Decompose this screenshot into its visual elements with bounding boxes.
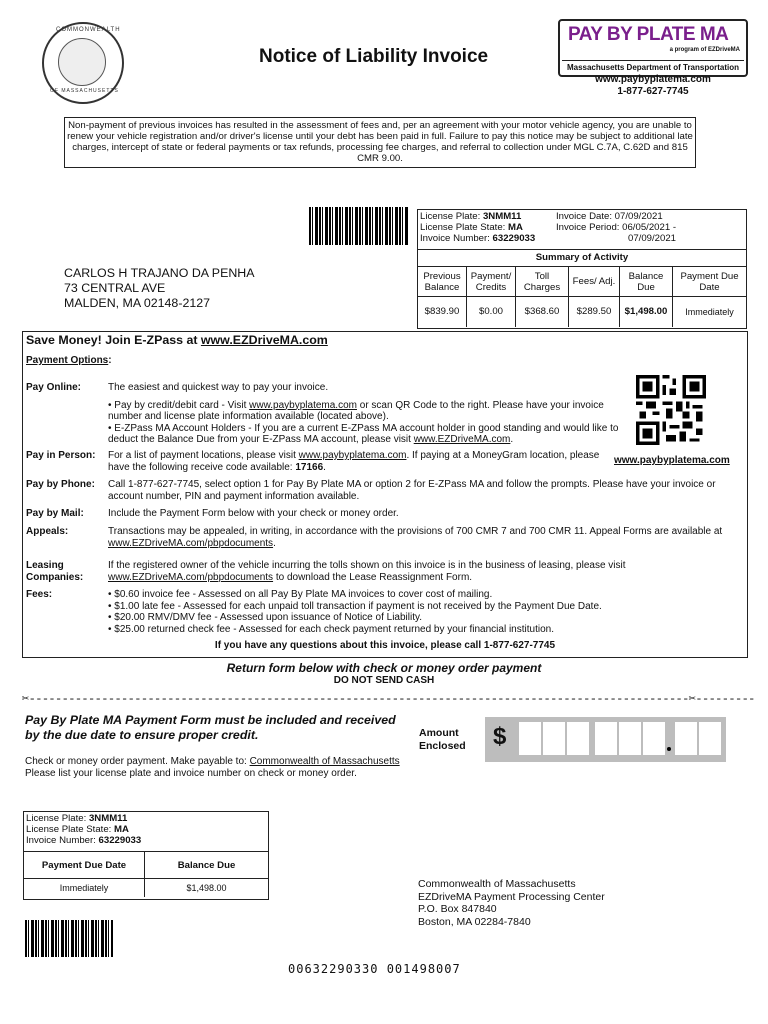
invoice-ids: [420, 211, 535, 244]
fees-list: [108, 589, 724, 635]
leasing-a: If the registered owner of the vehicle incurring the tolls shown on this invoice is in the business of leasing, please visit: [108, 560, 626, 571]
payee-link: Commonwealth of Massachusetts: [249, 756, 400, 767]
invoice-number-value: 63229033: [492, 233, 536, 244]
appeals-a: Transactions may be appealed, in writing, in accordance with the provisions of 700 CMR 7 and 700 CMR 11. Appeal Forms are available at: [108, 526, 723, 537]
stub-number-label: Invoice Number:: [26, 835, 96, 846]
state-value: MA: [508, 222, 523, 233]
remittance-stub: [23, 811, 269, 900]
appeals-link[interactable]: www.EZDriveMA.com/pbpdocuments: [108, 537, 274, 549]
col-fees-adj: Fees/ Adj.: [569, 267, 620, 297]
fee-item-3: • $20.00 RMV/DMV fee - Assessed upon issuance of Notice of Liability.: [108, 612, 423, 623]
amount-enclosed-label: Amount Enclosed: [419, 727, 466, 752]
person-c: .: [323, 461, 326, 473]
header-contact: [560, 74, 746, 98]
val-fees-adj: $289.50: [569, 297, 620, 327]
mailing-address: [64, 266, 255, 311]
pay-in-person-text: [108, 450, 604, 473]
stub-table: [24, 851, 268, 897]
amount-digit-box[interactable]: [543, 722, 565, 755]
payment-options-label: Payment Options: [26, 355, 109, 366]
col-payment-credits: Payment/ Credits: [467, 267, 516, 297]
no-cash-note: DO NOT SEND CASH: [333, 675, 435, 686]
dollar-sign: $: [493, 723, 507, 750]
header-website[interactable]: www.paybyplatema.com: [595, 74, 711, 85]
bottom-barcode: [25, 920, 113, 957]
invoice-number-label: Invoice Number:: [420, 233, 490, 244]
check-instructions: [25, 756, 400, 780]
stub-number-value: 63229033: [98, 835, 142, 846]
col-balance-due: Balance Due: [620, 267, 673, 297]
stub-state-value: MA: [114, 824, 129, 835]
val-toll-charges: $368.60: [516, 297, 569, 327]
return-heading: Return form below with check or money order payment: [226, 661, 542, 675]
seal-emblem: [58, 38, 106, 86]
appeals-b: .: [273, 537, 276, 549]
pay-online-label: Pay Online:: [26, 382, 82, 393]
val-balance-due: $1,498.00: [620, 297, 673, 327]
appeals-label: Appeals:: [26, 526, 69, 537]
val-payment-due-date: Immediately: [685, 306, 734, 317]
header-phone: 1-877-627-7745: [617, 86, 689, 97]
promo-link[interactable]: www.EZDriveMA.com: [200, 333, 328, 347]
remit-address: [418, 878, 605, 928]
invoice-dates: [556, 211, 676, 244]
amount-digit-box[interactable]: [619, 722, 641, 755]
pay-online-text: [108, 382, 624, 446]
online-b1-a: • Pay by credit/debit card - Visit: [108, 399, 250, 411]
leasing-b: to download the Lease Reassignment Form.: [273, 571, 473, 583]
leasing-text: [108, 560, 664, 583]
invoice-info-box: [417, 209, 747, 329]
person-b: . If paying at a MoneyGram location, please have the following receive code available:: [108, 450, 600, 473]
payment-options-colon: :: [108, 355, 112, 366]
appeals-text: [108, 526, 730, 549]
amount-digit-box[interactable]: [519, 722, 541, 755]
online-b2-a: • E-ZPass MA Account Holders - If you are a current E-ZPass MA account holder in good standing and would like to deduct the Balance Due from your E-ZPass MA account, please visit: [108, 422, 619, 445]
qr-caption-link[interactable]: www.paybyplatema.com: [614, 455, 730, 466]
logo-foot-text: Massachusetts Department of Transportation: [562, 60, 744, 72]
state-label: License Plate State:: [420, 222, 506, 233]
seal-text-bottom: OF MASSACHUSETTS: [50, 88, 119, 94]
remit-line-2: EZDriveMA Payment Processing Center: [418, 890, 605, 903]
summary-title: Summary of Activity: [418, 249, 746, 266]
plate-label: License Plate:: [420, 211, 481, 222]
invoice-period-start: 06/05/2021 -: [622, 222, 677, 233]
logo-sub-text: a program of EZDriveMA: [669, 47, 740, 53]
amount-cents-box[interactable]: [699, 722, 721, 755]
leasing-label: Leasing Companies:: [26, 560, 84, 583]
pay-by-mail-label: Pay by Mail:: [26, 508, 84, 519]
amount-digit-box[interactable]: [595, 722, 617, 755]
cut-line: ✂----------------------------------------------------------------------------------------------------✂---------: [22, 692, 755, 706]
decimal-point: [667, 747, 671, 751]
online-b1-link[interactable]: www.paybyplatema.com: [249, 399, 357, 411]
val-previous-balance: $839.90: [418, 297, 467, 327]
pay-online-intro: The easiest and quickest way to pay your invoice.: [108, 382, 329, 393]
stub-state-label: License Plate State:: [26, 824, 112, 835]
stub-plate-value: 3NMM11: [88, 813, 128, 824]
ocr-scan-line: 00632290330 001498007: [288, 962, 461, 976]
address-line-3: MALDEN, MA 02148-2127: [64, 296, 211, 310]
check-a: Check or money order payment. Make payable to:: [25, 756, 250, 767]
pay-online-bullet-1: [108, 400, 624, 423]
online-b1-b: or scan QR Code to the right. Please have your invoice number and license plate information available (located above).: [108, 399, 604, 422]
plate-value: 3NMM11: [482, 211, 522, 222]
check-b: Please list your license plate and invoice number on check or money order.: [25, 768, 357, 779]
val-payment-credits: $0.00: [467, 297, 516, 327]
pay-online-bullet-2: [108, 423, 624, 446]
page-title: Notice of Liability Invoice: [259, 46, 489, 67]
invoice-date-label: Invoice Date:: [556, 211, 612, 222]
invoice-period-label: Invoice Period:: [556, 222, 620, 233]
invoice-period-end: 07/09/2021: [628, 233, 677, 244]
address-line-1: CARLOS H TRAJANO DA PENHA: [64, 266, 255, 280]
fees-label: Fees:: [26, 589, 53, 600]
qr-code-icon[interactable]: [636, 375, 706, 445]
stub-plate-label: License Plate:: [26, 813, 87, 824]
fee-item-2: • $1.00 late fee - Assessed for each unpaid toll transaction if payment is not received by the Payment Due Date.: [108, 600, 602, 612]
person-a: For a list of payment locations, please visit: [108, 450, 299, 461]
online-b2-b: .: [510, 434, 514, 445]
pay-by-plate-logo: [558, 19, 748, 77]
summary-table: [418, 266, 746, 327]
questions-line: If you have any questions about this invoice, please call 1-877-627-7745: [214, 640, 556, 651]
fee-item-1: • $0.60 invoice fee - Assessed on all Pay By Plate MA invoices to cover cost of mailing.: [108, 589, 493, 600]
person-link[interactable]: www.paybyplatema.com: [298, 450, 407, 461]
payment-form-title: Pay By Plate MA Payment Form must be included and received by the due date to ensure proper credit.: [25, 713, 396, 742]
ezpass-promo: [26, 333, 328, 347]
amount-digit-box[interactable]: [567, 722, 589, 755]
col-payment-due-date: Payment Due Date: [680, 270, 739, 293]
invoice-date-value: 07/09/2021: [614, 211, 663, 222]
promo-text: Save Money! Join E-ZPass at: [26, 333, 201, 347]
amount-enclosed-field[interactable]: [485, 717, 726, 762]
receive-code: 17166: [295, 461, 324, 473]
stub-balance-value: $1,498.00: [186, 882, 227, 893]
stub-col-balance: Balance Due: [177, 859, 236, 871]
remit-line-4: Boston, MA 02284-7840: [418, 915, 531, 928]
stub-col-due-date: Payment Due Date: [24, 852, 145, 879]
commonwealth-seal: [42, 22, 124, 104]
col-toll-charges: Toll Charges: [516, 267, 569, 297]
stub-ids: [26, 813, 141, 846]
remit-line-3: P.O. Box 847840: [418, 903, 497, 915]
pay-by-phone-label: Pay by Phone:: [26, 479, 95, 490]
fee-item-4: • $25.00 returned check fee - Assessed for each check payment returned by your financial institution.: [108, 623, 554, 635]
seal-text-top: COMMONWEALTH: [56, 27, 121, 33]
logo-main-text: PAY BY PLATE MA: [568, 24, 729, 45]
top-barcode: [309, 207, 408, 245]
remit-line-1: Commonwealth of Massachusetts: [418, 878, 576, 890]
stub-due-value: Immediately: [24, 879, 145, 897]
pay-by-mail-text: Include the Payment Form below with your check or money order.: [108, 508, 399, 519]
address-line-2: 73 CENTRAL AVE: [64, 281, 166, 295]
pay-by-phone-text: Call 1-877-627-7745, select option 1 for Pay By Plate MA or option 2 for E-ZPass MA and follow the prompts. Please have your invoice or account number, PIN and payment information available.: [108, 479, 716, 502]
non-payment-notice: Non-payment of previous invoices has resulted in the assessment of fees and, per an agreement with your motor vehicle agency, you are unable to renew your vehicle registration and/or driver's license until your debt has been paid in full. Failure to pay this notice may be subject to additional late charges, intercept of state or federal payments or tax refunds, processing fee charges, and referral to collection under MGL C.7A, C.62D and 815 CMR 9.00.: [64, 117, 696, 168]
online-b2-link[interactable]: www.EZDriveMA.com: [413, 434, 511, 445]
col-previous-balance: Previous Balance: [418, 267, 467, 297]
pay-in-person-label: Pay in Person:: [26, 450, 96, 461]
amount-digit-box[interactable]: [643, 722, 665, 755]
leasing-link[interactable]: www.EZDriveMA.com/pbpdocuments: [108, 571, 274, 583]
payment-options-heading: [26, 355, 112, 366]
amount-cents-box[interactable]: [675, 722, 697, 755]
